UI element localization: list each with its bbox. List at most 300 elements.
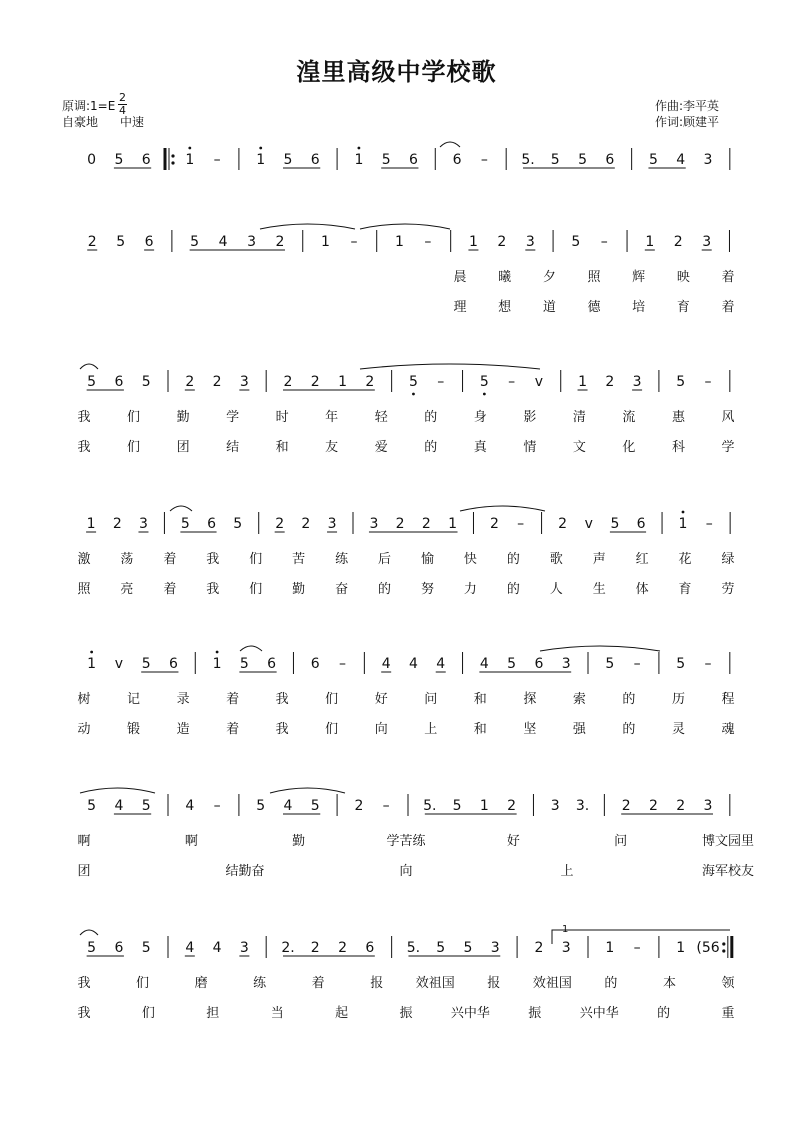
lyric-syllable: 的 — [604, 976, 618, 991]
note: 5 — [648, 152, 658, 168]
lyric-syllable: 勤 — [292, 834, 306, 849]
note: 3 — [369, 516, 379, 532]
note: 5 — [381, 152, 391, 168]
lyric-syllable: 惠 — [671, 410, 685, 425]
note: 4 — [185, 940, 195, 956]
lyric-syllable: 着 — [163, 552, 177, 567]
note: 6 — [168, 656, 178, 672]
lyric-syllable: 情 — [523, 440, 537, 455]
lyric-syllable: 磨 — [194, 976, 208, 991]
note: 1 — [321, 234, 330, 250]
lyric-syllable: 荡 — [120, 552, 134, 567]
note: 3 — [239, 940, 249, 956]
lyric-syllable: 动 — [77, 722, 91, 737]
lyric-syllable: 和 — [275, 440, 289, 455]
tie-slur — [440, 142, 460, 147]
lyric-syllable: 辉 — [632, 270, 646, 285]
note: 2 — [507, 798, 517, 814]
lyric-syllable: 德 — [587, 300, 601, 315]
note: 6 — [452, 152, 462, 168]
note: 6 — [534, 656, 544, 672]
note: 2 — [338, 940, 348, 956]
tie-slur — [460, 506, 545, 511]
tie-slur — [240, 646, 262, 651]
lyric-syllable: 报 — [487, 976, 501, 991]
lyric-syllable: 领 — [721, 976, 735, 991]
note: 3 — [561, 940, 571, 956]
key-label: 原调:1=E — [62, 99, 116, 113]
note: – — [704, 374, 712, 390]
note: 5 — [463, 940, 473, 956]
lyric-syllable: 效祖国 — [532, 976, 572, 991]
note: 2 — [421, 516, 431, 532]
lyric-syllable: 练 — [253, 976, 267, 991]
lyric-syllable: 人 — [549, 582, 563, 597]
lyric-syllable: 体 — [635, 582, 649, 597]
lyric-syllable: 们 — [325, 692, 339, 707]
note: 2 — [673, 234, 683, 250]
note: 4 — [676, 152, 686, 168]
note: – — [213, 152, 221, 168]
note: 5 — [180, 516, 190, 532]
lyric-syllable: 当 — [270, 1006, 284, 1021]
lyric-syllable: 声 — [592, 552, 606, 567]
note: 2 — [301, 516, 311, 532]
note: 5 — [408, 374, 418, 390]
note: 6 — [144, 234, 154, 250]
note: 5 — [190, 234, 200, 250]
octave-high-dot — [216, 651, 219, 654]
lyric-syllable: 报 — [370, 976, 384, 991]
lyric-syllable: 奋 — [335, 582, 349, 597]
note: 2 — [497, 234, 507, 250]
note: 3 — [550, 798, 560, 814]
note: 5 — [141, 940, 151, 956]
octave-high-dot — [682, 511, 685, 514]
note: 3 — [525, 234, 535, 250]
note: 3 — [632, 374, 642, 390]
note: 5 — [87, 940, 97, 956]
lyric-syllable: 激 — [77, 552, 91, 567]
lyric-syllable: 的 — [657, 1006, 671, 1021]
note: – — [350, 234, 358, 250]
tie-slur — [80, 930, 98, 935]
note: 6 — [408, 152, 418, 168]
lyric-syllable: 年 — [325, 410, 339, 425]
note: 1 — [645, 234, 655, 250]
lyric-syllable: 着 — [226, 692, 240, 707]
lyric-syllable: 育 — [678, 582, 692, 597]
lyric-syllable: 我 — [77, 410, 91, 425]
tie-slur — [360, 224, 450, 229]
note: 1 — [448, 516, 457, 532]
lyric-syllable: 清 — [572, 410, 586, 425]
note: 3 — [239, 374, 249, 390]
lyric-syllable: 晨 — [453, 270, 467, 285]
note: 5 — [116, 234, 126, 250]
note: 6 — [365, 940, 375, 956]
lyric-syllable: 的 — [424, 440, 438, 455]
note: 5 — [452, 798, 462, 814]
note: 3 — [139, 516, 148, 532]
note: 2 — [275, 234, 285, 250]
lyric-syllable: 理 — [453, 300, 467, 315]
note: 1 — [479, 798, 489, 814]
note: 1 — [86, 516, 96, 532]
lyric-syllable: 树 — [77, 692, 91, 707]
octave-high-dot — [188, 147, 191, 150]
lyric-syllable: 探 — [523, 692, 537, 707]
lyric-syllable: 培 — [632, 300, 646, 315]
lyric-syllable: 我 — [275, 722, 289, 737]
tie-slur — [80, 788, 155, 793]
lyric-syllable: 风 — [721, 410, 735, 425]
composer-credit: 作曲:李平英 — [655, 99, 720, 113]
note: v — [584, 516, 593, 532]
lyric-syllable: 劳 — [721, 582, 735, 597]
tie-slur — [170, 506, 192, 511]
note: v — [114, 656, 124, 672]
lyric-syllable: 的 — [622, 692, 636, 707]
lyric-syllable: 灵 — [671, 722, 685, 737]
octave-low-dot — [483, 393, 486, 396]
lyric-syllable: 绿 — [721, 552, 735, 567]
note: 3 — [703, 152, 713, 168]
note: – — [339, 656, 347, 672]
octave-low-dot — [412, 393, 415, 396]
note: 1 — [212, 656, 222, 672]
note: 1 — [338, 374, 348, 390]
lyric-syllable: 着 — [311, 976, 325, 991]
note: 1 — [578, 374, 588, 390]
lyric-syllable: 友 — [325, 440, 339, 455]
octave-high-dot — [358, 147, 361, 150]
lyric-syllable: 身 — [473, 410, 487, 425]
note: 2 — [558, 516, 567, 532]
note: 5 — [676, 656, 686, 672]
note: 2 — [87, 234, 97, 250]
lyric-syllable: 道 — [542, 300, 556, 315]
note: 5 — [436, 940, 446, 956]
lyric-syllable: 亮 — [120, 582, 134, 597]
note: – — [517, 516, 525, 532]
lyric-syllable: 上 — [560, 864, 574, 879]
lyricist-credit: 作词:顾建平 — [655, 115, 720, 129]
lyric-syllable: 勤 — [176, 410, 190, 425]
lyric-syllable: 团 — [77, 864, 91, 879]
lyric-syllable: 时 — [275, 410, 289, 425]
lyric-syllable: 们 — [136, 976, 150, 991]
note: 5 — [141, 798, 151, 814]
note: 6 — [636, 516, 646, 532]
note: 2 — [489, 516, 499, 532]
note: 3 — [247, 234, 256, 250]
lyric-syllable: 着 — [163, 582, 177, 597]
note: 2 — [621, 798, 631, 814]
note: 5 — [479, 374, 489, 390]
lyric-syllable: 录 — [176, 692, 190, 707]
lyric-syllable: 学苦练 — [386, 834, 426, 849]
lyric-syllable: 化 — [622, 440, 636, 455]
note: – — [437, 374, 445, 390]
lyric-syllable: 愉 — [420, 552, 434, 567]
note: 5 — [507, 656, 517, 672]
lyric-syllable: 啊 — [77, 834, 91, 849]
note: 4 — [479, 656, 489, 672]
note: 2 — [395, 516, 405, 532]
lyric-syllable: 坚 — [523, 722, 537, 737]
lyric-syllable: 照 — [587, 270, 601, 285]
lyric-syllable: 魂 — [721, 722, 735, 737]
lyric-syllable: 的 — [622, 722, 636, 737]
volta-label: 1 — [562, 924, 569, 935]
note: 6 — [114, 374, 124, 390]
lyric-syllable: 的 — [424, 410, 438, 425]
lyric-syllable: 问 — [614, 834, 628, 849]
note: 4 — [436, 656, 446, 672]
note: – — [633, 656, 641, 672]
time-signature-bottom: 4 — [119, 104, 126, 117]
note: 4 — [381, 656, 391, 672]
note: – — [633, 940, 641, 956]
note: – — [705, 516, 713, 532]
lyric-syllable: 着 — [721, 300, 735, 315]
lyric-syllable: 映 — [676, 270, 690, 285]
lyric-syllable: 学 — [721, 440, 735, 455]
lyric-syllable: 和 — [473, 722, 487, 737]
lyric-syllable: 强 — [572, 722, 586, 737]
note: 5 — [578, 152, 588, 168]
lyric-syllable: 我 — [206, 552, 220, 567]
repeat-dot — [722, 942, 725, 945]
note: 4 — [212, 940, 222, 956]
note: 5 — [256, 798, 266, 814]
lyric-syllable: 起 — [335, 1006, 349, 1021]
lyric-syllable: 着 — [721, 270, 735, 285]
lyric-syllable: 我 — [206, 582, 220, 597]
note: 2 — [112, 516, 122, 532]
lyric-syllable: 的 — [378, 582, 392, 597]
note: 5 — [605, 656, 615, 672]
lyric-syllable: 力 — [463, 582, 477, 597]
lyric-syllable: 结 — [226, 440, 240, 455]
note: 5 — [233, 516, 243, 532]
note: 2 — [283, 374, 293, 390]
octave-high-dot — [259, 147, 262, 150]
note: 4 — [408, 656, 418, 672]
lyric-syllable: 想 — [498, 300, 512, 315]
tie-slur — [540, 646, 660, 651]
lyric-syllable: 歌 — [549, 552, 563, 567]
note: 0 — [87, 152, 97, 168]
note: – — [704, 656, 712, 672]
note: 5 — [310, 798, 320, 814]
note: 3 — [490, 940, 500, 956]
lyric-syllable: 振 — [528, 1006, 542, 1021]
note: 2 — [310, 374, 320, 390]
note: – — [213, 798, 221, 814]
lyric-syllable: 快 — [463, 552, 477, 567]
lyric-syllable: 我 — [77, 976, 91, 991]
lyric-syllable: 问 — [424, 692, 438, 707]
lyric-syllable: 真 — [473, 440, 487, 455]
note: 2 — [365, 374, 375, 390]
lyric-syllable: 啊 — [184, 834, 198, 849]
page-title: 湟里高级中学校歌 — [296, 58, 497, 86]
lyric-syllable: 我 — [275, 692, 289, 707]
note: 5 — [571, 234, 581, 250]
lyric-syllable: 效祖国 — [415, 976, 455, 991]
note: 5 — [676, 374, 686, 390]
lyric-syllable: 红 — [635, 552, 649, 567]
lyric-syllable: 生 — [592, 582, 606, 597]
lyric-syllable: 和 — [473, 692, 487, 707]
lyric-syllable: 们 — [325, 722, 339, 737]
note: 1 — [87, 656, 97, 672]
note: 2 — [212, 374, 222, 390]
note: 5 — [141, 656, 151, 672]
note: (56 — [696, 940, 720, 956]
lyric-syllable: 本 — [662, 976, 676, 991]
lyric-syllable: 轻 — [374, 410, 388, 425]
note: 5. — [406, 940, 421, 956]
lyric-syllable: 文 — [572, 440, 586, 455]
note: 6 — [310, 152, 320, 168]
note: 6 — [605, 152, 615, 168]
lyric-syllable: 好 — [374, 692, 388, 707]
tie-slur — [360, 364, 540, 369]
mood-label: 自豪地 — [62, 115, 99, 129]
note: 2 — [534, 940, 544, 956]
time-signature-top: 2 — [119, 91, 126, 104]
lyric-syllable: 的 — [506, 552, 520, 567]
lyric-syllable: 好 — [506, 834, 520, 849]
lyric-syllable: 学 — [226, 410, 240, 425]
note: 2 — [185, 374, 195, 390]
lyric-syllable: 后 — [378, 552, 392, 567]
note: 3 — [702, 234, 712, 250]
lyric-syllable: 程 — [721, 692, 735, 707]
note: – — [424, 234, 432, 250]
lyric-syllable: 上 — [424, 722, 438, 737]
note: 4 — [218, 234, 228, 250]
note: 6 — [207, 516, 217, 532]
lyric-syllable: 努 — [420, 582, 434, 597]
octave-high-dot — [90, 651, 93, 654]
lyric-syllable: 夕 — [542, 270, 556, 285]
lyric-syllable: 勤 — [292, 582, 306, 597]
note: 1 — [468, 234, 478, 250]
note: 1 — [185, 152, 195, 168]
lyric-syllable: 海军校友 — [701, 864, 755, 879]
note: 3 — [703, 798, 713, 814]
note: v — [534, 374, 544, 390]
note: 5 — [87, 798, 97, 814]
lyric-syllable: 曦 — [498, 270, 512, 285]
note: 2 — [676, 798, 686, 814]
lyric-syllable: 们 — [141, 1006, 155, 1021]
lyric-syllable: 育 — [676, 300, 690, 315]
note: 5. — [521, 152, 535, 168]
note: 5 — [87, 374, 97, 390]
lyric-syllable: 们 — [127, 440, 141, 455]
tempo-label: 中速 — [120, 115, 145, 129]
note: 4 — [114, 798, 124, 814]
note: 1 — [256, 152, 266, 168]
lyric-syllable: 振 — [399, 1006, 413, 1021]
lyric-syllable: 结勤奋 — [225, 864, 265, 879]
lyric-syllable: 我 — [77, 1006, 91, 1021]
note: 4 — [283, 798, 293, 814]
lyric-syllable: 着 — [226, 722, 240, 737]
note: 6 — [114, 940, 124, 956]
lyric-syllable: 锻 — [127, 722, 141, 737]
lyric-syllable: 记 — [127, 692, 141, 707]
lyric-syllable: 索 — [572, 692, 586, 707]
note: 5 — [114, 152, 124, 168]
lyric-syllable: 向 — [374, 722, 388, 737]
lyric-syllable: 博文园里 — [701, 834, 755, 849]
note: 2 — [605, 374, 615, 390]
note: – — [508, 374, 516, 390]
note: 5. — [423, 798, 437, 814]
tie-slur — [260, 224, 355, 229]
note: 6 — [267, 656, 277, 672]
note: 5 — [141, 374, 151, 390]
note: 3. — [575, 798, 590, 814]
lyric-syllable: 科 — [671, 440, 685, 455]
lyric-syllable: 向 — [399, 864, 413, 879]
note: 1 — [354, 152, 364, 168]
note: 5 — [283, 152, 293, 168]
tie-slur — [80, 364, 98, 369]
lyric-syllable: 兴中华 — [450, 1006, 490, 1021]
note: 1 — [676, 940, 686, 956]
lyric-syllable: 影 — [523, 410, 537, 425]
lyric-syllable: 照 — [77, 582, 91, 597]
lyric-syllable: 重 — [721, 1006, 735, 1021]
lyric-syllable: 的 — [506, 582, 520, 597]
note: 1 — [395, 234, 404, 250]
lyric-syllable: 们 — [127, 410, 141, 425]
lyric-syllable: 苦 — [292, 552, 306, 567]
note: – — [600, 234, 608, 250]
repeat-dot — [171, 154, 174, 157]
lyric-syllable: 爱 — [374, 440, 388, 455]
note: 5 — [610, 516, 620, 532]
note: 2 — [354, 798, 364, 814]
lyric-syllable: 担 — [206, 1006, 220, 1021]
repeat-dot — [171, 161, 174, 164]
lyric-syllable: 花 — [678, 552, 692, 567]
note: 2 — [310, 940, 320, 956]
note: 6 — [310, 656, 320, 672]
note: 2. — [281, 940, 295, 956]
note: – — [480, 152, 488, 168]
tie-slur — [270, 788, 345, 793]
note: – — [382, 798, 390, 814]
note: 1 — [678, 516, 688, 532]
repeat-dot — [722, 949, 725, 952]
lyric-syllable: 兴中华 — [579, 1006, 619, 1021]
note: 3 — [561, 656, 571, 672]
note: 2 — [275, 516, 285, 532]
note: 6 — [141, 152, 151, 168]
note: 1 — [605, 940, 615, 956]
lyric-syllable: 历 — [671, 692, 685, 707]
note: 5 — [239, 656, 249, 672]
note: 5 — [550, 152, 560, 168]
